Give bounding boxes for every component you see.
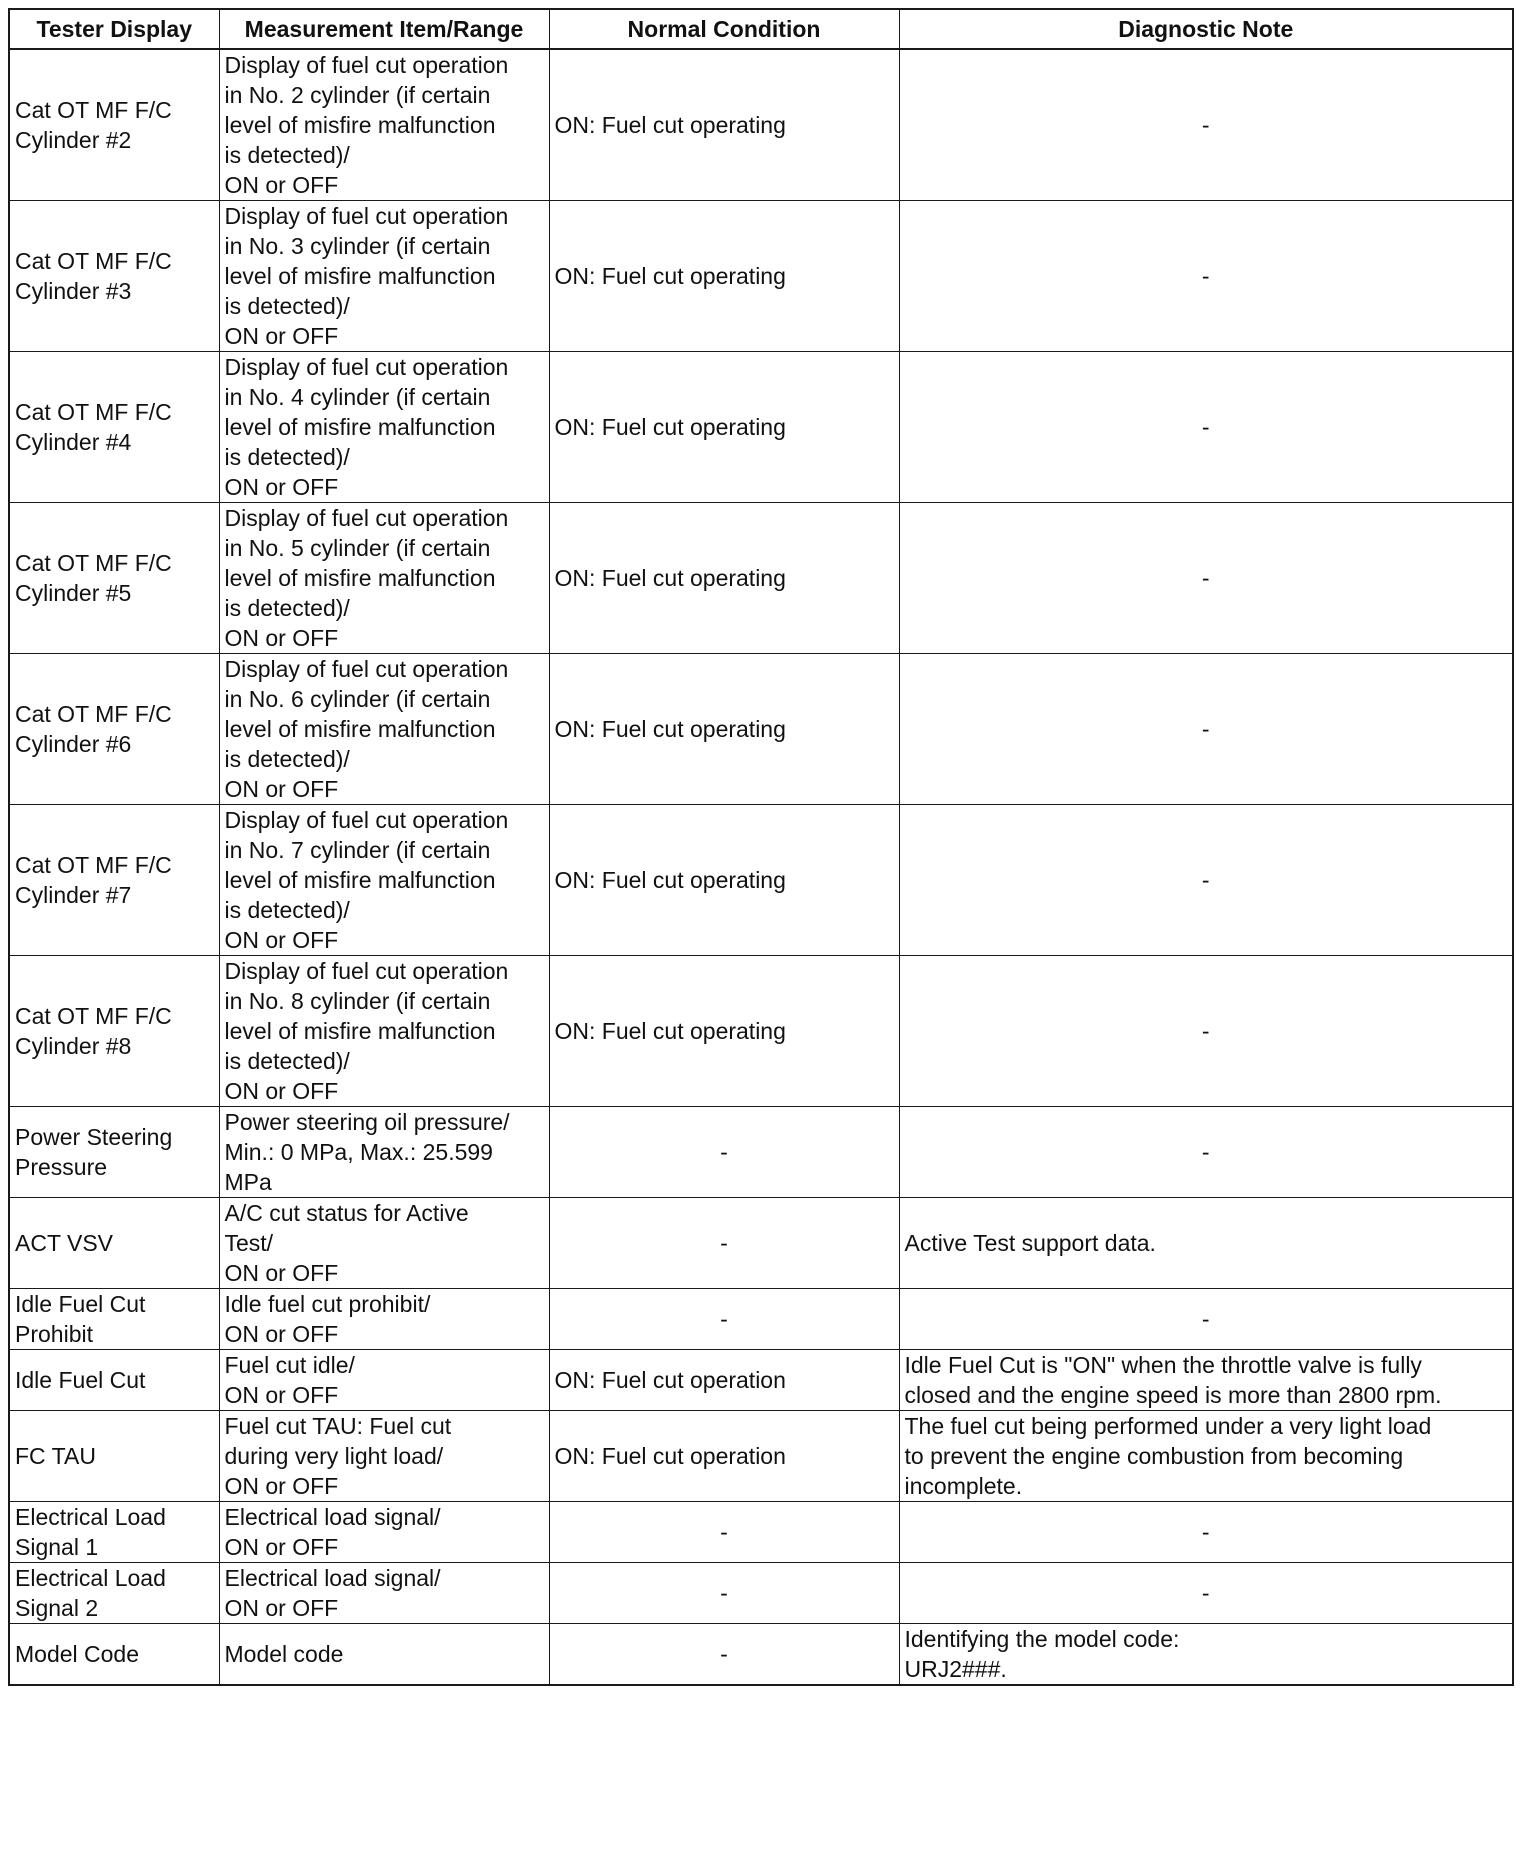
cell-normal-condition: ON: Fuel cut operating bbox=[549, 352, 899, 503]
table-row bbox=[9, 956, 1513, 1107]
cell-diagnostic-note: - bbox=[899, 654, 1513, 805]
cell-normal-condition: - bbox=[549, 1289, 899, 1350]
cell-measurement-item: Display of fuel cut operation in No. 3 cylinder (if certain level of misfire malfunction is detected)/ ON or OFF bbox=[219, 201, 549, 352]
cell-normal-condition: - bbox=[549, 1198, 899, 1289]
cell-diagnostic-note: - bbox=[899, 1563, 1513, 1624]
header-measurement-item: Measurement Item/Range bbox=[219, 9, 549, 49]
cell-tester-display: Model Code bbox=[9, 1624, 219, 1686]
cell-measurement-item: Display of fuel cut operation in No. 4 cylinder (if certain level of misfire malfunction is detected)/ ON or OFF bbox=[219, 352, 549, 503]
cell-tester-display: Cat OT MF F/C Cylinder #6 bbox=[9, 654, 219, 805]
table-row bbox=[9, 352, 1513, 503]
cell-tester-display: Cat OT MF F/C Cylinder #7 bbox=[9, 805, 219, 956]
cell-normal-condition: - bbox=[549, 1502, 899, 1563]
cell-diagnostic-note: - bbox=[899, 1289, 1513, 1350]
table-row bbox=[9, 1563, 1513, 1624]
cell-measurement-item: Display of fuel cut operation in No. 2 cylinder (if certain level of misfire malfunction is detected)/ ON or OFF bbox=[219, 49, 549, 201]
cell-tester-display: FC TAU bbox=[9, 1411, 219, 1502]
table-row bbox=[9, 49, 1513, 201]
cell-diagnostic-note: Active Test support data. bbox=[899, 1198, 1513, 1289]
cell-tester-display: Idle Fuel Cut Prohibit bbox=[9, 1289, 219, 1350]
table-row bbox=[9, 1624, 1513, 1686]
cell-normal-condition: ON: Fuel cut operating bbox=[549, 956, 899, 1107]
cell-normal-condition: ON: Fuel cut operating bbox=[549, 805, 899, 956]
cell-tester-display: Cat OT MF F/C Cylinder #3 bbox=[9, 201, 219, 352]
header-normal-condition: Normal Condition bbox=[549, 9, 899, 49]
cell-measurement-item: A/C cut status for Active Test/ ON or OFF bbox=[219, 1198, 549, 1289]
cell-diagnostic-note: - bbox=[899, 503, 1513, 654]
cell-measurement-item: Electrical load signal/ ON or OFF bbox=[219, 1563, 549, 1624]
cell-diagnostic-note: - bbox=[899, 956, 1513, 1107]
diagnostic-data-table bbox=[8, 8, 1514, 1686]
table-row bbox=[9, 1502, 1513, 1563]
cell-diagnostic-note: - bbox=[899, 1107, 1513, 1198]
cell-measurement-item: Idle fuel cut prohibit/ ON or OFF bbox=[219, 1289, 549, 1350]
cell-measurement-item: Display of fuel cut operation in No. 8 cylinder (if certain level of misfire malfunction is detected)/ ON or OFF bbox=[219, 956, 549, 1107]
cell-normal-condition: ON: Fuel cut operating bbox=[549, 503, 899, 654]
header-tester-display: Tester Display bbox=[9, 9, 219, 49]
cell-diagnostic-note: Identifying the model code: URJ2###. bbox=[899, 1624, 1513, 1686]
cell-measurement-item: Model code bbox=[219, 1624, 549, 1686]
table-row bbox=[9, 1350, 1513, 1411]
cell-normal-condition: ON: Fuel cut operating bbox=[549, 654, 899, 805]
header-diagnostic-note: Diagnostic Note bbox=[899, 9, 1513, 49]
cell-normal-condition: - bbox=[549, 1107, 899, 1198]
table-header-row bbox=[9, 9, 1513, 49]
cell-tester-display: Electrical Load Signal 2 bbox=[9, 1563, 219, 1624]
cell-tester-display: Cat OT MF F/C Cylinder #2 bbox=[9, 49, 219, 201]
cell-diagnostic-note: Idle Fuel Cut is "ON" when the throttle valve is fully closed and the engine speed is more than 2800 rpm. bbox=[899, 1350, 1513, 1411]
cell-tester-display: Cat OT MF F/C Cylinder #4 bbox=[9, 352, 219, 503]
cell-normal-condition: ON: Fuel cut operating bbox=[549, 49, 899, 201]
cell-normal-condition: ON: Fuel cut operating bbox=[549, 201, 899, 352]
cell-tester-display: Cat OT MF F/C Cylinder #8 bbox=[9, 956, 219, 1107]
cell-normal-condition: ON: Fuel cut operation bbox=[549, 1350, 899, 1411]
cell-tester-display: Cat OT MF F/C Cylinder #5 bbox=[9, 503, 219, 654]
cell-tester-display: Electrical Load Signal 1 bbox=[9, 1502, 219, 1563]
table-row bbox=[9, 503, 1513, 654]
table-row bbox=[9, 1107, 1513, 1198]
cell-diagnostic-note: The fuel cut being performed under a very light load to prevent the engine combustion from becoming incomplete. bbox=[899, 1411, 1513, 1502]
cell-diagnostic-note: - bbox=[899, 352, 1513, 503]
cell-measurement-item: Fuel cut idle/ ON or OFF bbox=[219, 1350, 549, 1411]
table-row bbox=[9, 1289, 1513, 1350]
table-row bbox=[9, 1411, 1513, 1502]
cell-diagnostic-note: - bbox=[899, 49, 1513, 201]
cell-diagnostic-note: - bbox=[899, 805, 1513, 956]
cell-diagnostic-note: - bbox=[899, 1502, 1513, 1563]
cell-measurement-item: Electrical load signal/ ON or OFF bbox=[219, 1502, 549, 1563]
table-row bbox=[9, 805, 1513, 956]
cell-tester-display: Idle Fuel Cut bbox=[9, 1350, 219, 1411]
table-row bbox=[9, 654, 1513, 805]
cell-tester-display: Power Steering Pressure bbox=[9, 1107, 219, 1198]
table-row bbox=[9, 1198, 1513, 1289]
table-row bbox=[9, 201, 1513, 352]
cell-measurement-item: Display of fuel cut operation in No. 6 cylinder (if certain level of misfire malfunction is detected)/ ON or OFF bbox=[219, 654, 549, 805]
cell-measurement-item: Fuel cut TAU: Fuel cut during very light load/ ON or OFF bbox=[219, 1411, 549, 1502]
cell-measurement-item: Display of fuel cut operation in No. 5 cylinder (if certain level of misfire malfunction is detected)/ ON or OFF bbox=[219, 503, 549, 654]
cell-tester-display: ACT VSV bbox=[9, 1198, 219, 1289]
cell-measurement-item: Display of fuel cut operation in No. 7 cylinder (if certain level of misfire malfunction is detected)/ ON or OFF bbox=[219, 805, 549, 956]
cell-diagnostic-note: - bbox=[899, 201, 1513, 352]
cell-measurement-item: Power steering oil pressure/ Min.: 0 MPa, Max.: 25.599 MPa bbox=[219, 1107, 549, 1198]
cell-normal-condition: - bbox=[549, 1563, 899, 1624]
cell-normal-condition: - bbox=[549, 1624, 899, 1686]
cell-normal-condition: ON: Fuel cut operation bbox=[549, 1411, 899, 1502]
